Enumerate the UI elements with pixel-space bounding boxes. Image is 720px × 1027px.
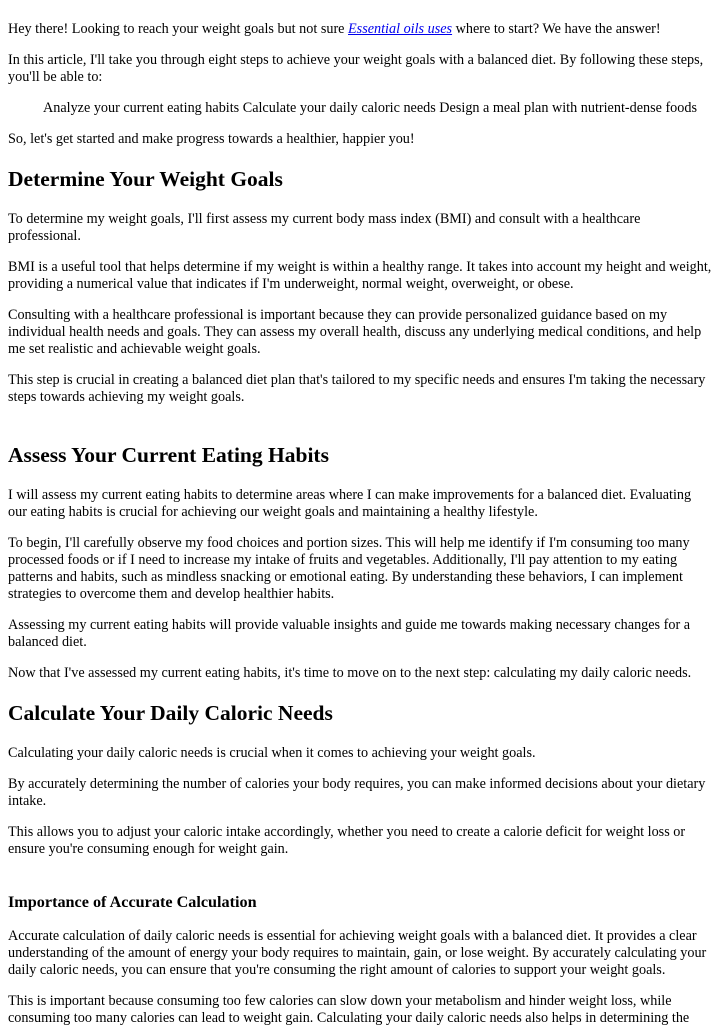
intro-paragraph-2: In this article, I'll take you through eight steps to achieve your weight goals with a balanced diet. By following these steps, you'll be able to: bbox=[8, 52, 704, 85]
paragraph: This is important because consuming too few calories can slow down your metabolism and hinder weight loss, while consuming too many calories can lead to weight gain. Calculating your daily caloric needs also helps in determining the bbox=[8, 993, 690, 1026]
intro-paragraph bbox=[8, 0, 712, 38]
paragraph: BMI is a useful tool that helps determine if my weight is within a healthy range. It takes into account my height and weight, providing a numerical value that indicates if I'm underweight, normal weight, overweight, or obese. bbox=[8, 259, 712, 292]
paragraph: To determine my weight goals, I'll first assess my current body mass index (BMI) and consult with a healthcare professional. bbox=[8, 211, 641, 244]
paragraph: Now that I've assessed my current eating habits, it's time to move on to the next step: calculating my daily caloric needs. bbox=[8, 665, 692, 681]
paragraph: Consulting with a healthcare professional is important because they can provide personalized guidance based on my individual health needs and goals. They can assess my overall health, discuss any underlying medical conditions, and help me set realistic and achievable weight goals. bbox=[8, 307, 702, 357]
paragraph: Accurate calculation of daily caloric needs is essential for achieving weight goals with a balanced diet. It provides a clear understanding of the amount of energy your body requires to maintain, gain, or lose weight. By accurately calculating your daily caloric needs, you can ensure that you're consuming the right amount of calories to support your weight goals. bbox=[8, 928, 707, 978]
paragraph: By accurately determining the number of calories your body requires, you can make informed decisions about your dietary intake. bbox=[8, 776, 706, 809]
heading-importance-accurate-calculation: Importance of Accurate Calculation bbox=[8, 893, 257, 911]
paragraph: I will assess my current eating habits to determine areas where I can make improvements for a balanced diet. Evaluating our eating habits is crucial for achieving our weight goals and maintaining a healthy lifestyle. bbox=[8, 487, 692, 520]
heading-assess-eating-habits: Assess Your Current Eating Habits bbox=[8, 443, 329, 467]
intro-text-before: Hey there! Looking to reach your weight goals but not sure bbox=[8, 21, 349, 37]
paragraph: To begin, I'll carefully observe my food choices and portion sizes. This will help me identify if I'm consuming too many processed foods or if I need to increase my intake of fruits and vegetables. Additionally, I'll pay attention to my eating patterns and habits, such as mindless snacking or emotional eating. By understanding these behaviors, I can implement strategies to overcome them and develop healthier habits. bbox=[8, 535, 690, 602]
heading-calculate-caloric-needs: Calculate Your Daily Caloric Needs bbox=[8, 701, 333, 725]
paragraph: Calculating your daily caloric needs is crucial when it comes to achieving your weight goals. bbox=[8, 745, 536, 761]
essential-oils-link[interactable]: Essential oils uses bbox=[348, 21, 453, 37]
paragraph: This allows you to adjust your caloric intake accordingly, whether you need to create a calorie deficit for weight loss or ensure you're consuming enough for weight gain. bbox=[8, 824, 686, 857]
intro-paragraph-3: So, let's get started and make progress towards a healthier, happier you! bbox=[8, 131, 415, 147]
intro-text-after: where to start? We have the answer! bbox=[452, 21, 661, 37]
paragraph: Assessing my current eating habits will provide valuable insights and guide me towards making necessary changes for a balanced diet. bbox=[8, 617, 691, 650]
heading-determine-weight-goals: Determine Your Weight Goals bbox=[8, 167, 283, 191]
paragraph: This step is crucial in creating a balanced diet plan that's tailored to my specific needs and ensures I'm taking the necessary steps towards achieving my weight goals. bbox=[8, 372, 706, 405]
steps-quote: Analyze your current eating habits Calculate your daily caloric needs Design a meal plan with nutrient-dense foods bbox=[43, 100, 697, 116]
